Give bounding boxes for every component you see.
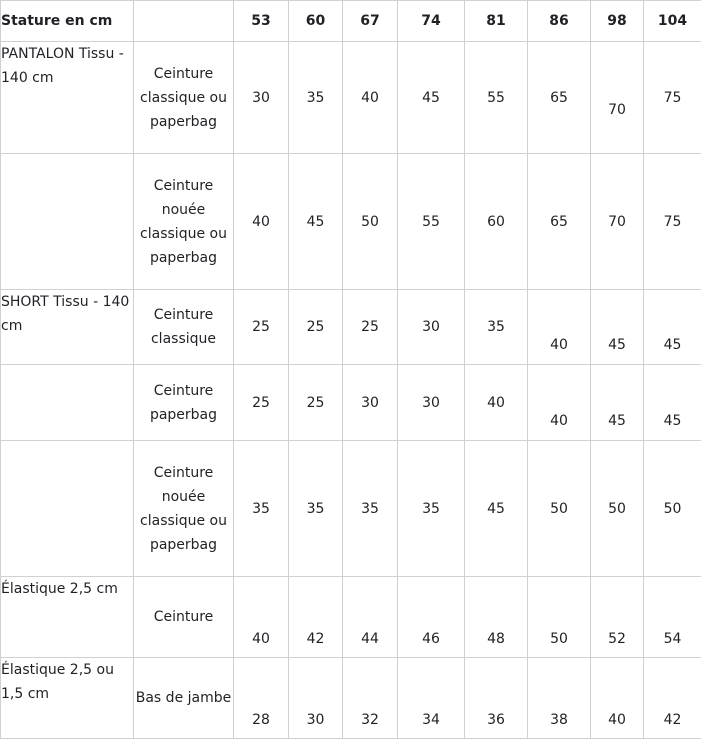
row-type: Bas de jambe [134, 658, 234, 739]
table-cell [644, 290, 701, 365]
cell-value: 40 [252, 627, 270, 651]
table-cell [398, 577, 465, 658]
cell-value: 35 [307, 497, 325, 521]
cell-value: 34 [422, 708, 440, 732]
header-size: 86 [528, 1, 591, 42]
cell-value: 40 [487, 391, 505, 415]
cell-value: 36 [487, 708, 505, 732]
table-cell [398, 365, 465, 441]
table-cell [465, 658, 528, 739]
table-cell [644, 42, 701, 154]
row-type: Ceinture classique [134, 290, 234, 365]
cell-value: 30 [422, 315, 440, 339]
header-size: 81 [465, 1, 528, 42]
header-size: 74 [398, 1, 465, 42]
table-cell [591, 365, 644, 441]
cell-value: 45 [608, 333, 626, 357]
cell-value: 40 [550, 333, 568, 357]
table-cell [343, 658, 398, 739]
row-label [1, 365, 134, 441]
table-cell [591, 42, 644, 154]
cell-value: 42 [307, 627, 325, 651]
table-cell [289, 290, 343, 365]
table-cell [234, 154, 289, 290]
cell-value: 40 [252, 210, 270, 234]
table-cell [465, 42, 528, 154]
cell-value: 45 [608, 409, 626, 433]
table-cell [465, 441, 528, 577]
table-cell [289, 577, 343, 658]
cell-value: 42 [664, 708, 682, 732]
cell-value: 35 [252, 497, 270, 521]
table-cell [289, 154, 343, 290]
header-size: 67 [343, 1, 398, 42]
row-type: Ceinture [134, 577, 234, 658]
table-cell [343, 441, 398, 577]
table-cell [289, 441, 343, 577]
row-type: Ceinture nouée classique ou paperbag [134, 441, 234, 577]
table-cell [644, 154, 701, 290]
header-blank [134, 1, 234, 42]
table-cell [398, 441, 465, 577]
cell-value: 75 [664, 86, 682, 110]
table-cell [465, 365, 528, 441]
header-row [1, 1, 701, 42]
header-size: 98 [591, 1, 644, 42]
table-cell [528, 154, 591, 290]
cell-value: 35 [422, 497, 440, 521]
cell-value: 40 [608, 708, 626, 732]
table-cell [234, 290, 289, 365]
cell-value: 35 [361, 497, 379, 521]
table-cell [234, 42, 289, 154]
table-row [1, 290, 701, 365]
table-cell [289, 365, 343, 441]
table-cell [343, 290, 398, 365]
cell-value: 60 [487, 210, 505, 234]
table-cell [343, 365, 398, 441]
cell-value: 65 [550, 86, 568, 110]
table-row [1, 577, 701, 658]
table-cell [644, 658, 701, 739]
table-cell [528, 441, 591, 577]
row-type: Ceinture classique ou paperbag [134, 42, 234, 154]
cell-value: 45 [664, 409, 682, 433]
row-label: Élastique 2,5 ou 1,5 cm [1, 658, 134, 739]
cell-value: 25 [252, 391, 270, 415]
cell-value: 55 [487, 86, 505, 110]
cell-value: 45 [487, 497, 505, 521]
table-cell [234, 441, 289, 577]
table-cell [398, 658, 465, 739]
table-cell [465, 154, 528, 290]
table-cell [644, 441, 701, 577]
row-type: Ceinture paperbag [134, 365, 234, 441]
cell-value: 28 [252, 708, 270, 732]
row-type: Ceinture nouée classique ou paperbag [134, 154, 234, 290]
table-cell [465, 290, 528, 365]
table-cell [591, 290, 644, 365]
table-cell [343, 577, 398, 658]
table-cell [398, 154, 465, 290]
table-cell [289, 658, 343, 739]
cell-value: 70 [608, 210, 626, 234]
table-cell [465, 577, 528, 658]
cell-value: 50 [664, 497, 682, 521]
cell-value: 40 [361, 86, 379, 110]
table-cell [528, 577, 591, 658]
cell-value: 30 [307, 708, 325, 732]
row-label: PANTALON Tissu - 140 cm [1, 42, 134, 154]
table-row [1, 365, 701, 441]
cell-value: 38 [550, 708, 568, 732]
table-cell [398, 42, 465, 154]
cell-value: 30 [252, 86, 270, 110]
cell-value: 25 [252, 315, 270, 339]
cell-value: 45 [422, 86, 440, 110]
table-cell [528, 42, 591, 154]
table-cell [591, 441, 644, 577]
table-cell [528, 658, 591, 739]
cell-value: 30 [361, 391, 379, 415]
cell-value: 45 [307, 210, 325, 234]
cell-value: 65 [550, 210, 568, 234]
cell-value: 50 [550, 497, 568, 521]
table-cell [528, 290, 591, 365]
row-label: SHORT Tissu - 140 cm [1, 290, 134, 365]
cell-value: 25 [307, 315, 325, 339]
cell-value: 32 [361, 708, 379, 732]
table-cell [644, 577, 701, 658]
table-row [1, 658, 701, 739]
table-cell [591, 154, 644, 290]
header-size: 104 [644, 1, 701, 42]
table-cell [234, 365, 289, 441]
header-size: 60 [289, 1, 343, 42]
row-label [1, 154, 134, 290]
cell-value: 25 [307, 391, 325, 415]
table-cell [343, 154, 398, 290]
cell-value: 48 [487, 627, 505, 651]
row-label: Élastique 2,5 cm [1, 577, 134, 658]
header-size: 53 [234, 1, 289, 42]
table-cell [591, 577, 644, 658]
table-cell [343, 42, 398, 154]
cell-value: 52 [608, 627, 626, 651]
table-cell [528, 365, 591, 441]
cell-value: 75 [664, 210, 682, 234]
table-cell [289, 42, 343, 154]
table-row [1, 441, 701, 577]
table-row [1, 154, 701, 290]
table-cell [591, 658, 644, 739]
table-cell [644, 365, 701, 441]
cell-value: 70 [608, 98, 626, 122]
cell-value: 30 [422, 391, 440, 415]
cell-value: 50 [550, 627, 568, 651]
table-cell [234, 658, 289, 739]
cell-value: 54 [664, 627, 682, 651]
cell-value: 35 [307, 86, 325, 110]
cell-value: 46 [422, 627, 440, 651]
row-label [1, 441, 134, 577]
cell-value: 50 [361, 210, 379, 234]
cell-value: 35 [487, 315, 505, 339]
table-cell [398, 290, 465, 365]
table-row [1, 42, 701, 154]
cell-value: 45 [664, 333, 682, 357]
header-label: Stature en cm [1, 1, 134, 42]
cell-value: 44 [361, 627, 379, 651]
cell-value: 25 [361, 315, 379, 339]
cell-value: 55 [422, 210, 440, 234]
table-cell [234, 577, 289, 658]
cell-value: 40 [550, 409, 568, 433]
cell-value: 50 [608, 497, 626, 521]
